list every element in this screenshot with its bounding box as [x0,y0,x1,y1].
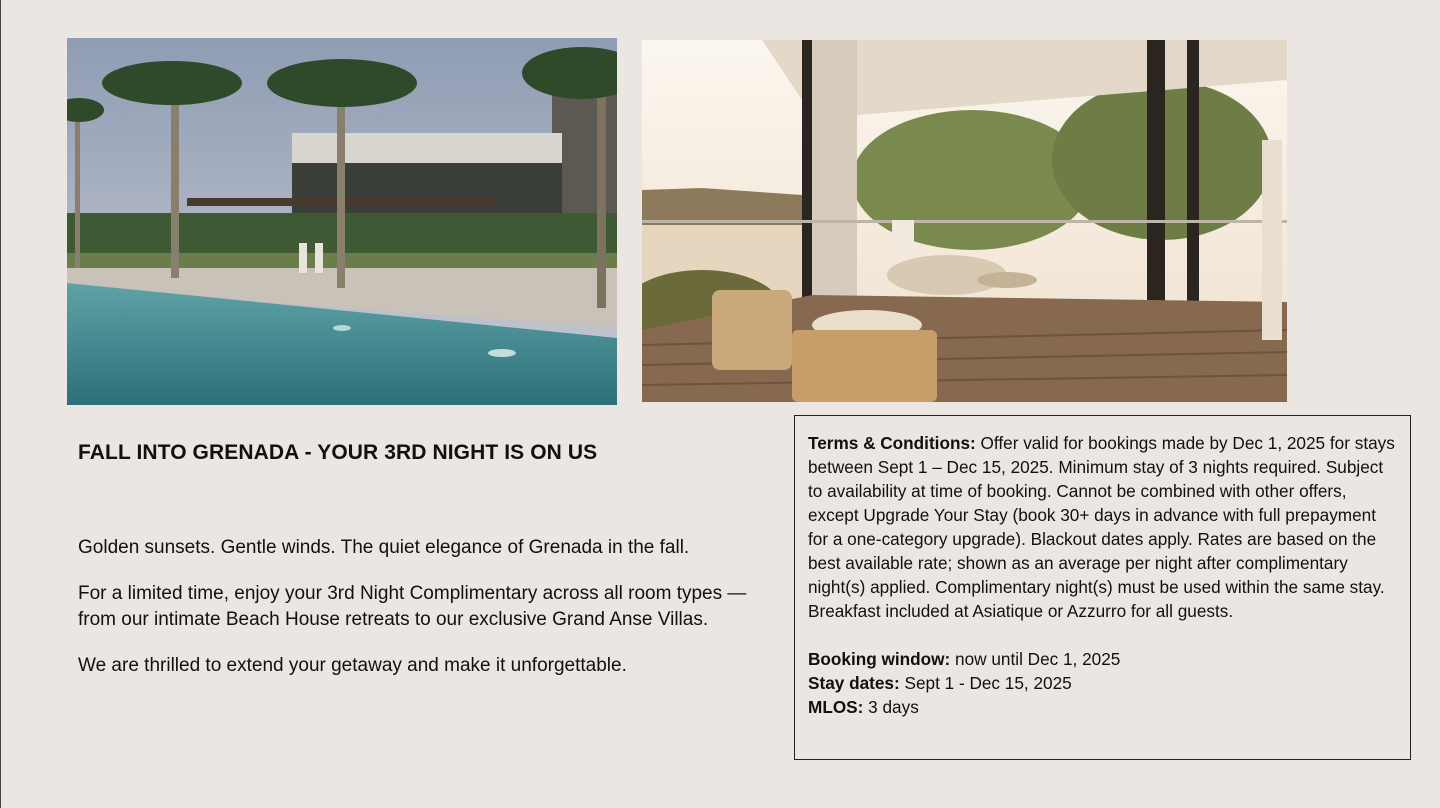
mlos-label: MLOS: [808,697,864,717]
booking-window-value: now until Dec 1, 2025 [955,649,1121,669]
terms-box [794,415,1411,760]
booking-window-row [808,647,1396,671]
body-paragraph-3: We are thrilled to extend your getaway and make it unforgettable. [78,655,627,676]
stay-dates-row [808,671,1396,695]
terms-label: Terms & Conditions: [808,433,976,453]
terms-paragraph [808,431,1396,623]
pool-photo-illustration [67,38,617,405]
promo-body [78,535,768,699]
body-paragraph-2: For a limited time, enjoy your 3rd Night Complimentary across all room types — from our intimate Beach House retreats to our exclusive Grand Anse Villas. [78,583,747,630]
terms-text: Offer valid for bookings made by Dec 1, 2025 for stays between Sept 1 – Dec 15, 2025. Minimum stay of 3 nights required. Subject to availability at time of booking. Cannot be combined with other offers, except Upgrade Your Stay (book 30+ days in advance with full prepayment for a one-category upgrade). Blackout dates apply. Rates are based on the best available rate; shown as an average per night after complimentary night(s) applied. Complimentary night(s) must be used within the same stay. Breakfast included at Asiatique or Azzurro for all guests. [808,433,1395,621]
mlos-row [808,695,1396,719]
body-paragraph-1: Golden sunsets. Gentle winds. The quiet elegance of Grenada in the fall. [78,537,690,558]
promo-headline: FALL INTO GRENADA - YOUR 3RD NIGHT IS ON US [78,441,598,464]
stay-dates-label: Stay dates: [808,673,900,693]
booking-window-label: Booking window: [808,649,951,669]
terrace-photo-illustration [642,40,1287,402]
stay-dates-value: Sept 1 - Dec 15, 2025 [904,673,1072,693]
page-edge-line [0,0,1,808]
mlos-value: 3 days [868,697,919,717]
terrace-photo [642,40,1287,402]
pool-photo [67,38,617,405]
